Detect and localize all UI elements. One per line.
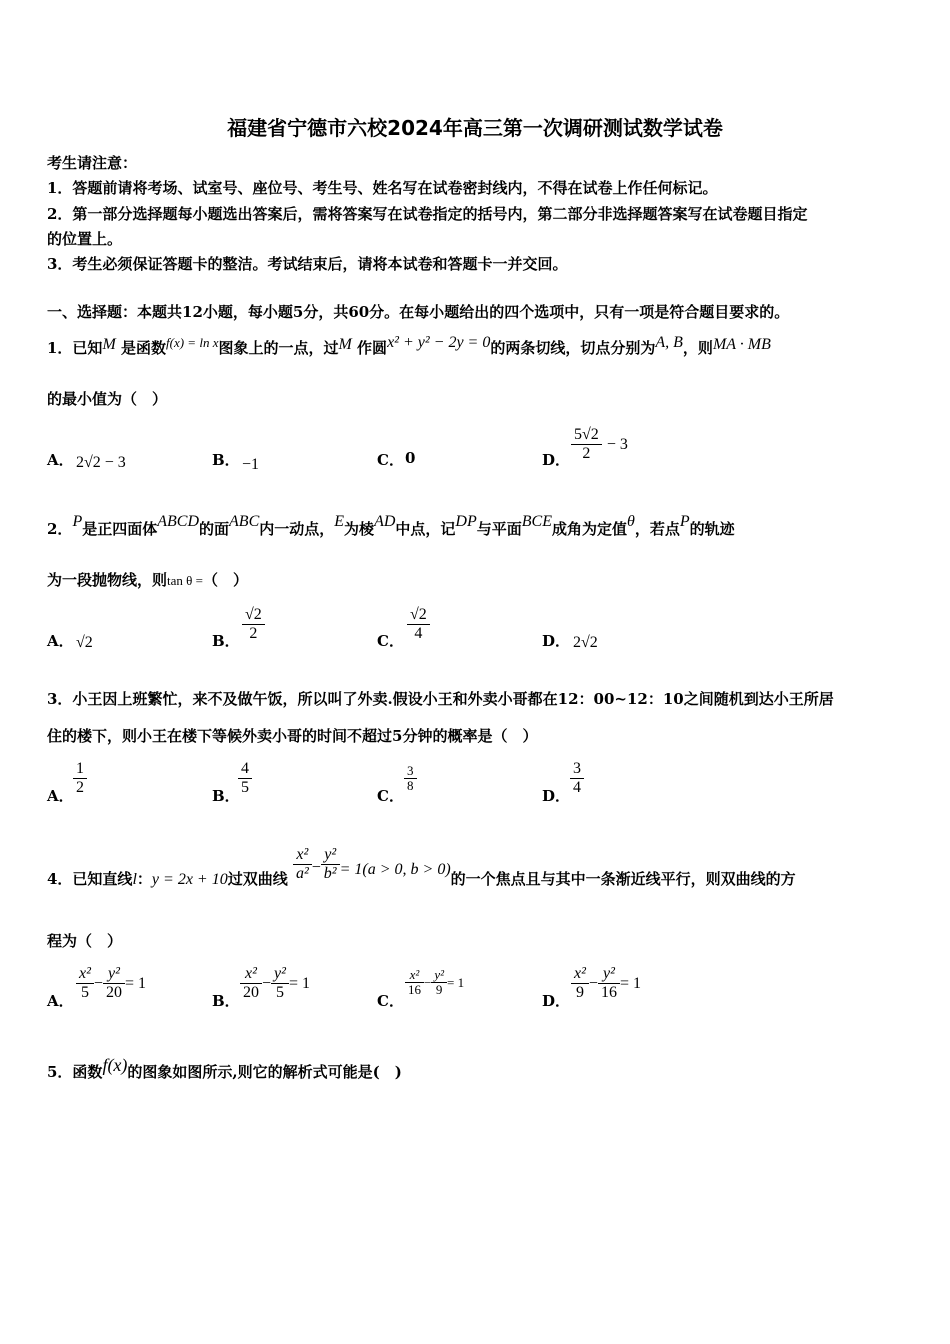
notice-heading: 考生请注意：	[47, 154, 138, 172]
question-2-line2: 为一段抛物线，则tan θ =（ ）	[47, 571, 248, 589]
q4-option-b: $\frac{\text{x²}}{20}$ − $\frac{\text{y²}}{5}$ = 1	[240, 965, 310, 1002]
q1-option-a: 2√2 − 3	[76, 454, 126, 471]
question-1-stem: 1．已知M 是函数f(x) = ln x图象上的一点，过M 作圆x² + y² − 2y = 0的两条切线，切点分别为A, B，则MA · MB	[47, 334, 771, 357]
notice-item-3: 3．考生必须保证答题卡的整洁。考试结束后，请将本试卷和答题卡一并交回。	[47, 255, 568, 273]
q1-option-c: 0	[405, 449, 416, 467]
q2-option-c-label: C．	[377, 632, 404, 650]
q3-option-c-label: C．	[377, 787, 404, 805]
q3-option-a-label: A．	[47, 787, 74, 805]
q2-option-d: 2√2	[573, 634, 598, 651]
q1-option-d-label: D．	[542, 451, 571, 469]
q1-option-d: $\frac{5√2}{2}$ − 3	[571, 426, 628, 463]
q4-option-b-label: B．	[212, 992, 240, 1010]
question-2-stem: 2．P是正四面体ABCD的面ABC内一动点，E为棱AD中点，记DP与平面BCE成角为定值θ，若点P的轨迹	[47, 513, 735, 538]
q4-option-d-label: D．	[542, 992, 571, 1010]
question-3-line2: 住的楼下，则小王在楼下等候外卖小哥的时间不超过5分钟的概率是（ ）	[47, 727, 538, 745]
notice-item-1: 1．答题前请将考场、试室号、座位号、考生号、姓名写在试卷密封线内，不得在试卷上作任何标记。	[47, 179, 718, 197]
q3-option-d-label: D．	[542, 787, 571, 805]
q1-option-c-label: C．	[377, 451, 404, 469]
q4-option-c: $\frac{\text{x²}}{16}$ − $\frac{\text{y²}}{9}$ = 1	[405, 968, 464, 997]
q3-option-a: $\frac{1}{2}$	[73, 760, 87, 797]
q1-option-b-label: B．	[212, 451, 240, 469]
question-4-stem: 4．已知直线l：y = 2x + 10过双曲线 $\frac{\text{x²}}{\text{a²}}$ − $\frac{\text{y²}}{\text{b²}}$ = 1(a > 0, b > 0)的一个焦点且与其中一条渐近线平行，则双曲线的方	[47, 846, 796, 888]
notice-item-2-cont: 的位置上。	[47, 230, 123, 248]
page-title: 福建省宁德市六校2024年高三第一次调研测试数学试卷	[227, 116, 723, 140]
q2-option-a-label: A．	[47, 632, 74, 650]
question-1-line2: 的最小值为（ ）	[47, 390, 168, 408]
question-4-line2: 程为（ ）	[47, 932, 123, 950]
q3-option-d: $\frac{3}{4}$	[570, 760, 584, 797]
q3-option-b-label: B．	[212, 787, 240, 805]
q1-option-b: −1	[242, 456, 260, 473]
q2-option-c: $\frac{√2}{4}$	[407, 606, 430, 643]
q2-option-a: √2	[76, 634, 93, 651]
question-5-stem: 5．函数f(x)的图象如图所示,则它的解析式可能是( )	[47, 1055, 402, 1081]
q4-option-a: $\frac{\text{x²}}{5}$ − $\frac{\text{y²}}{20}$ = 1	[76, 965, 146, 1002]
section-heading: 一、选择题：本题共12小题，每小题5分，共60分。在每小题给出的四个选项中，只有一项是符合题目要求的。	[47, 303, 790, 321]
notice-item-2: 2．第一部分选择题每小题选出答案后，需将答案写在试卷指定的括号内，第二部分非选择题答案写在试卷题目指定	[47, 205, 808, 223]
q2-option-b: $\frac{√2}{2}$	[242, 606, 265, 643]
q4-option-a-label: A．	[47, 992, 74, 1010]
q4-option-c-label: C．	[377, 992, 404, 1010]
question-3-line1: 3．小王因上班繁忙，来不及做午饭，所以叫了外卖.假设小王和外卖小哥都在12：00~12：10之间随机到达小王所居	[47, 690, 834, 708]
q3-option-c: $\frac{3}{8}$	[404, 764, 417, 793]
q2-option-d-label: D．	[542, 632, 571, 650]
q4-option-d: $\frac{\text{x²}}{9}$ − $\frac{\text{y²}}{16}$ = 1	[571, 965, 641, 1002]
q3-option-b: $\frac{4}{5}$	[238, 760, 252, 797]
q2-option-b-label: B．	[212, 632, 240, 650]
q1-option-a-label: A．	[47, 451, 74, 469]
